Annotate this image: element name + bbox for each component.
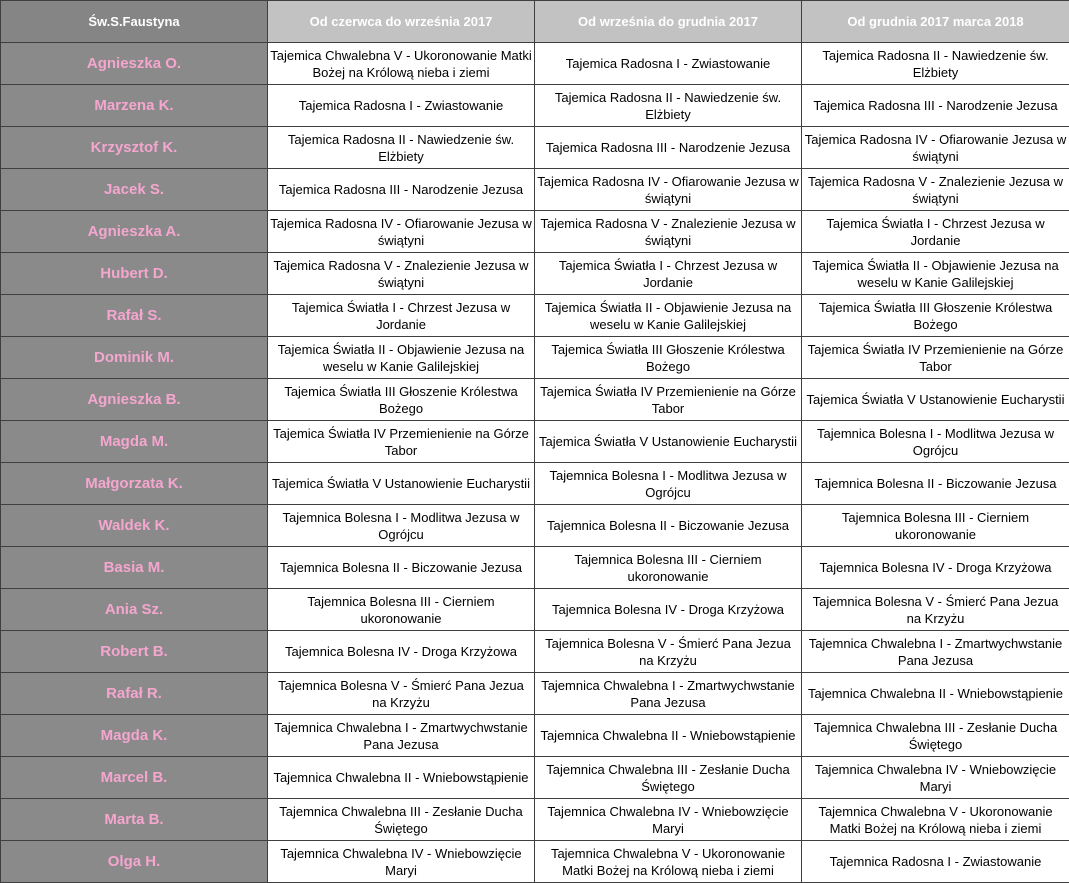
- table-row: [1, 841, 1069, 883]
- mystery-cell-period-1: Tajemnica Bolesna V - Śmierć Pana Jezua na Krzyżu: [268, 673, 535, 715]
- mystery-cell-period-1: Tajemnica Bolesna I - Modlitwa Jezusa w Ogrójcu: [268, 505, 535, 547]
- mystery-cell-period-3: Tajemnica Bolesna III - Cierniem ukoronowanie: [802, 505, 1069, 547]
- mystery-cell-period-3: Tajemnica Bolesna II - Biczowanie Jezusa: [802, 463, 1069, 505]
- table-row: [1, 169, 1069, 211]
- member-name: Agnieszka A.: [1, 211, 268, 253]
- mystery-cell-period-2: Tajemica Światła II - Objawienie Jezusa na weselu w Kanie Galilejskiej: [535, 295, 802, 337]
- mystery-cell-period-3: Tajemica Radosna V - Znalezienie Jezusa w świątyni: [802, 169, 1069, 211]
- table-row: [1, 757, 1069, 799]
- member-name: Krzysztof K.: [1, 127, 268, 169]
- mystery-cell-period-1: Tajemica Światła II - Objawienie Jezusa na weselu w Kanie Galilejskiej: [268, 337, 535, 379]
- group-name-header: Św.S.Faustyna: [1, 1, 268, 43]
- mystery-cell-period-3: Tajemica Światła III Głoszenie Królestwa Bożego: [802, 295, 1069, 337]
- mystery-cell-period-2: Tajemnica Chwalebna IV - Wniebowzięcie Maryi: [535, 799, 802, 841]
- mystery-cell-period-3: Tajemnica Bolesna IV - Droga Krzyżowa: [802, 547, 1069, 589]
- mystery-cell-period-1: Tajemica Radosna V - Znalezienie Jezusa w świątyni: [268, 253, 535, 295]
- mystery-cell-period-1: Tajemnica Bolesna III - Cierniem ukoronowanie: [268, 589, 535, 631]
- mystery-cell-period-2: Tajemnica Bolesna IV - Droga Krzyżowa: [535, 589, 802, 631]
- member-name: Olga H.: [1, 841, 268, 883]
- mystery-cell-period-3: Tajemnica Chwalebna I - Zmartwychwstanie Pana Jezusa: [802, 631, 1069, 673]
- member-name: Jacek S.: [1, 169, 268, 211]
- member-name: Basia M.: [1, 547, 268, 589]
- table-body: [1, 43, 1069, 883]
- mystery-cell-period-3: Tajemica Światła I - Chrzest Jezusa w Jordanie: [802, 211, 1069, 253]
- member-name: Ania Sz.: [1, 589, 268, 631]
- table-row: [1, 337, 1069, 379]
- mystery-cell-period-2: Tajemnica Bolesna II - Biczowanie Jezusa: [535, 505, 802, 547]
- mystery-cell-period-1: Tajemica Chwalebna V - Ukoronowanie Matki Bożej na Królową nieba i ziemi: [268, 43, 535, 85]
- table-row: [1, 295, 1069, 337]
- mystery-cell-period-2: Tajemica Światła I - Chrzest Jezusa w Jordanie: [535, 253, 802, 295]
- table-row: [1, 463, 1069, 505]
- table-row: [1, 127, 1069, 169]
- mystery-cell-period-1: Tajemica Radosna IV - Ofiarowanie Jezusa w świątyni: [268, 211, 535, 253]
- table-row: [1, 631, 1069, 673]
- member-name: Robert B.: [1, 631, 268, 673]
- mystery-cell-period-1: Tajemnica Chwalebna II - Wniebowstąpienie: [268, 757, 535, 799]
- mystery-cell-period-2: Tajemnica Chwalebna II - Wniebowstąpienie: [535, 715, 802, 757]
- table-row: [1, 253, 1069, 295]
- mystery-cell-period-1: Tajemica Radosna III - Narodzenie Jezusa: [268, 169, 535, 211]
- table-row: [1, 589, 1069, 631]
- member-name: Magda K.: [1, 715, 268, 757]
- table-row: [1, 211, 1069, 253]
- mystery-cell-period-1: Tajemnica Chwalebna I - Zmartwychwstanie Pana Jezusa: [268, 715, 535, 757]
- table-header: [1, 1, 1069, 43]
- mystery-cell-period-1: Tajemica Radosna II - Nawiedzenie św. Elżbiety: [268, 127, 535, 169]
- mystery-cell-period-1: Tajemnica Bolesna II - Biczowanie Jezusa: [268, 547, 535, 589]
- mystery-cell-period-3: Tajemnica Radosna I - Zwiastowanie: [802, 841, 1069, 883]
- table-row: [1, 43, 1069, 85]
- mystery-cell-period-2: Tajemnica Chwalebna I - Zmartwychwstanie Pana Jezusa: [535, 673, 802, 715]
- mystery-cell-period-2: Tajemnica Bolesna III - Cierniem ukoronowanie: [535, 547, 802, 589]
- mystery-cell-period-1: Tajemica Światła IV Przemienienie na Górze Tabor: [268, 421, 535, 463]
- table-row: [1, 715, 1069, 757]
- mystery-cell-period-2: Tajemica Radosna V - Znalezienie Jezusa w świątyni: [535, 211, 802, 253]
- mystery-cell-period-3: Tajemnica Bolesna I - Modlitwa Jezusa w Ogrójcu: [802, 421, 1069, 463]
- mystery-cell-period-1: Tajemnica Chwalebna IV - Wniebowzięcie Maryi: [268, 841, 535, 883]
- table-row: [1, 421, 1069, 463]
- mystery-cell-period-2: Tajemica Radosna III - Narodzenie Jezusa: [535, 127, 802, 169]
- mystery-cell-period-2: Tajemica Radosna II - Nawiedzenie św. Elżbiety: [535, 85, 802, 127]
- member-name: Marcel B.: [1, 757, 268, 799]
- mystery-cell-period-2: Tajemnica Bolesna I - Modlitwa Jezusa w Ogrójcu: [535, 463, 802, 505]
- mystery-cell-period-3: Tajemica Radosna II - Nawiedzenie św. Elżbiety: [802, 43, 1069, 85]
- column-header-period-3: Od grudnia 2017 marca 2018: [802, 1, 1069, 43]
- member-name: Marta B.: [1, 799, 268, 841]
- mystery-cell-period-2: Tajemnica Bolesna V - Śmierć Pana Jezua na Krzyżu: [535, 631, 802, 673]
- table-row: [1, 547, 1069, 589]
- member-name: Rafał R.: [1, 673, 268, 715]
- mystery-cell-period-1: Tajemnica Chwalebna III - Zesłanie Ducha Świętego: [268, 799, 535, 841]
- member-name: Rafał S.: [1, 295, 268, 337]
- mystery-cell-period-3: Tajemica Światła IV Przemienienie na Górze Tabor: [802, 337, 1069, 379]
- mystery-cell-period-3: Tajemnica Chwalebna II - Wniebowstąpienie: [802, 673, 1069, 715]
- mystery-cell-period-2: Tajemica Radosna IV - Ofiarowanie Jezusa w świątyni: [535, 169, 802, 211]
- table-row: [1, 379, 1069, 421]
- member-name: Hubert D.: [1, 253, 268, 295]
- mystery-cell-period-1: Tajemnica Bolesna IV - Droga Krzyżowa: [268, 631, 535, 673]
- member-name: Dominik M.: [1, 337, 268, 379]
- member-name: Agnieszka O.: [1, 43, 268, 85]
- mystery-cell-period-2: Tajemnica Chwalebna III - Zesłanie Ducha Świętego: [535, 757, 802, 799]
- member-name: Agnieszka B.: [1, 379, 268, 421]
- column-header-period-1: Od czerwca do września 2017: [268, 1, 535, 43]
- mystery-cell-period-1: Tajemica Światła I - Chrzest Jezusa w Jordanie: [268, 295, 535, 337]
- mystery-cell-period-3: Tajemica Radosna IV - Ofiarowanie Jezusa w świątyni: [802, 127, 1069, 169]
- mystery-cell-period-1: Tajemica Światła III Głoszenie Królestwa Bożego: [268, 379, 535, 421]
- mystery-cell-period-2: Tajemica Światła IV Przemienienie na Górze Tabor: [535, 379, 802, 421]
- mystery-cell-period-3: Tajemnica Bolesna V - Śmierć Pana Jezua na Krzyżu: [802, 589, 1069, 631]
- table-row: [1, 673, 1069, 715]
- mystery-cell-period-3: Tajemnica Chwalebna IV - Wniebowzięcie Maryi: [802, 757, 1069, 799]
- mystery-cell-period-2: Tajemica Radosna I - Zwiastowanie: [535, 43, 802, 85]
- member-name: Magda M.: [1, 421, 268, 463]
- mystery-cell-period-1: Tajemica Światła V Ustanowienie Eucharystii: [268, 463, 535, 505]
- table-row: [1, 505, 1069, 547]
- mystery-cell-period-3: Tajemnica Chwalebna III - Zesłanie Ducha Świętego: [802, 715, 1069, 757]
- mystery-cell-period-3: Tajemica Radosna III - Narodzenie Jezusa: [802, 85, 1069, 127]
- mystery-cell-period-2: Tajemnica Chwalebna V - Ukoronowanie Matki Bożej na Królową nieba i ziemi: [535, 841, 802, 883]
- table-row: [1, 799, 1069, 841]
- table-row: [1, 85, 1069, 127]
- column-header-period-2: Od września do grudnia 2017: [535, 1, 802, 43]
- mystery-cell-period-3: Tajemica Światła II - Objawienie Jezusa na weselu w Kanie Galilejskiej: [802, 253, 1069, 295]
- mystery-cell-period-2: Tajemica Światła III Głoszenie Królestwa Bożego: [535, 337, 802, 379]
- mystery-cell-period-3: Tajemnica Chwalebna V - Ukoronowanie Matki Bożej na Królową nieba i ziemi: [802, 799, 1069, 841]
- mystery-cell-period-2: Tajemica Światła V Ustanowienie Eucharystii: [535, 421, 802, 463]
- member-name: Waldek K.: [1, 505, 268, 547]
- member-name: Marzena K.: [1, 85, 268, 127]
- header-row: [1, 1, 1069, 43]
- member-name: Małgorzata K.: [1, 463, 268, 505]
- mystery-cell-period-3: Tajemica Światła V Ustanowienie Eucharystii: [802, 379, 1069, 421]
- mystery-cell-period-1: Tajemica Radosna I - Zwiastowanie: [268, 85, 535, 127]
